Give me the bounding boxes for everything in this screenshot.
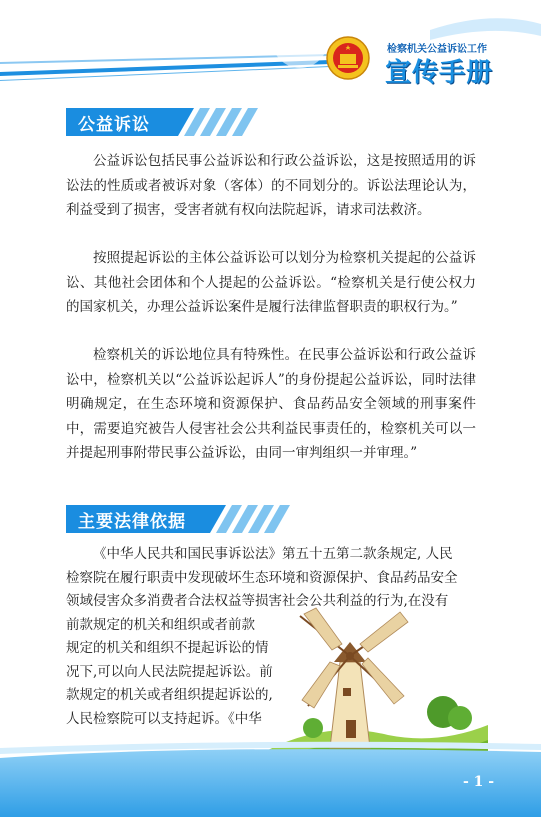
section-banner-public-interest <box>66 108 266 136</box>
text-line: 规定的机关和组织不提起诉讼的情 <box>66 640 269 656</box>
header-subtitle: 检察机关公益诉讼工作 <box>387 44 487 55</box>
text-line: 人民检察院可以支持起诉。《中华 <box>66 710 262 727</box>
header-title: 宣传手册 <box>385 58 494 88</box>
text-line: 检察院在履行职责中发现破坏生态环境和资源保护、食品药品安全 <box>66 569 458 586</box>
paragraph: 按照提起诉讼的主体公益诉讼可以划分为检察机关提起的公益诉讼、其他社会团体和个人提起的公益诉讼。“检察机关是行使公权力的国家机关，办理公益诉讼案件是履行法律监督职责的职权行为。” <box>66 250 476 315</box>
text-line: 况下,可以向人民法院提起诉讼。前 <box>66 663 273 680</box>
text-line: 《中华人民共和国民事诉讼法》第五十五第二款条规定, 人民 <box>93 546 453 562</box>
footer-decoration <box>0 738 541 817</box>
text-line: 前款规定的机关和组织或者前款 <box>66 616 255 633</box>
text-line: 款规定的机关或者组织提起诉讼的, <box>66 687 273 703</box>
text-line: 领域侵害众多消费者合法权益等损害社会公共利益的行为,在没有 <box>66 593 449 609</box>
paragraph: 检察机关的诉讼地位具有特殊性。在民事公益诉讼和行政公益诉讼中，检察机关以“公益诉讼起诉人”的身份提起公益诉讼，同时法律明确规定，在生态环境和资源保护、食品药品安全领域的刑事案件中，需要追究被告人侵害社会公共利益民事责任的，检察机关可以一并提起刑事附带民事公益诉讼，由同一审判组织一并审理。” <box>66 347 476 461</box>
paragraph: 公益诉讼包括民事公益诉讼和行政公益诉讼，这是按照适用的诉讼法的性质或者被诉对象（客体）的不同划分的。诉讼法理论认为，利益受到了损害，受害者就有权向法院起诉，请求司法救济。 <box>66 153 476 218</box>
section-title: 主要法律依据 <box>78 512 186 532</box>
page-number: - 1 - <box>463 774 495 790</box>
section-title: 公益诉讼 <box>78 115 150 135</box>
procuratorate-emblem-icon <box>326 36 370 80</box>
windmill-illustration <box>268 600 488 760</box>
section-banner-legal-basis <box>66 505 296 533</box>
